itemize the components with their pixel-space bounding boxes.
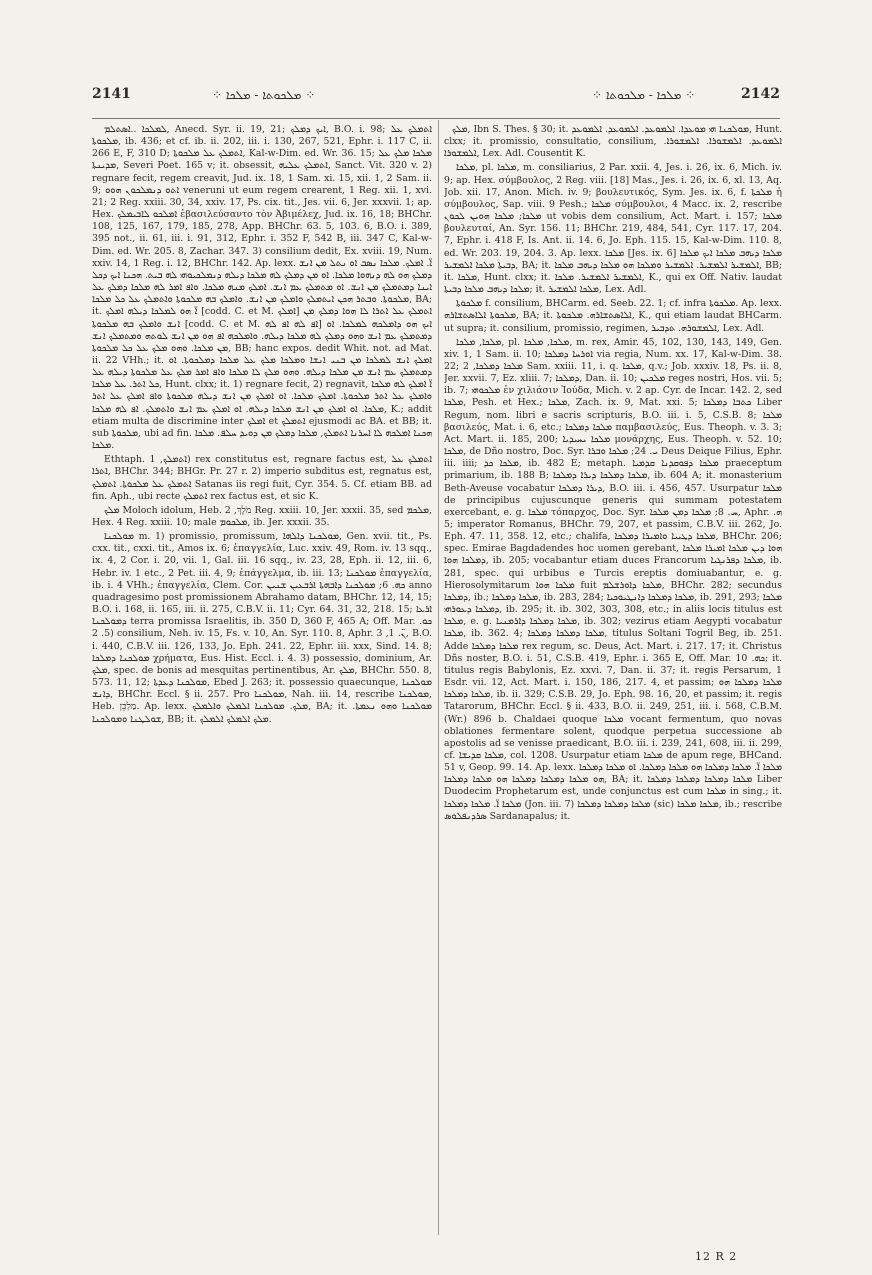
right-column [444,124,782,1234]
right-running-title: ⁘ ܡܠܟܐ - ܡܠܟܘܬܐ ⁘ [592,88,696,102]
entry-paragraph: ܡܘܠܟܢܐ m. 1) promissio, promissum, ܡܘܠܟܢܐ ܕܐܠܗܐ, Gen. xvii. tit., Ps. cxx. tit., cxxi. tit., Amos ix. 6; ἐπαγγελία, Luc. xxiv. 49, Rom. iv. 13 sqq., ix. 4, 2 Cor. i. 20, vii. 1, Gal. iii. 16 sqq., iv. 23, 28, Eph. ii. 12, iii. 6, Hebr. iv. 1 etc., 2 Pet. iii. 4, 9; ἐπάγγελμα, ib. iii. 13; ܡܘܠܟܢܐ ἐπαγγελία, ib. i. 4 VHh.; ἐπαγγελία, Clem. Cor. ܟܗ. 6; ܡܘܠܟܢܐ ܕܐܒܗܬܐ ܐܪܒܥܝܢ ܫܢܝܢ anno quadragesimo post promissionem Abrahamo datam, BHChr. 12, 14, 15; B.O. i. 168, ii. 165, iii. ii. 275, C.B.V. ii. 11; Cyr. 64. 31, 32, 218. 15; ܐܪܥܐ ܕܡܘܠܟܢܐ terra promissa Israelitis, ib. 350 D, 360 F, 465 A; Off. Mar. ܟܘ. 5. 2) consilium, Neh. iv. 15, Fs. v. 10, An. Syr. 110. 8, Aphr. ܢ̈. 1, 3, B.O. i. 440, C.B.V. iii. 126, 133, Jo. Eph. 241. 22, Ephr. iii. xxx, Sind. 14. 8; ܡܘܠܟܢܐ ܕܡܠܟܐ χρήματα, Eus. Hist. Eccl. i. 4. 3) possessio, dominium, Ar. ܡܠܟ, spec. de bonis ad mesquitas pertinentibus, Ar. ܡܠܟ, BHChr. 550. 8, 573. 11, 12; ܡܘܠܟܢܐ ܕܥܕܬܐ, Ebed J. 263; it. possessio quaecunque, ܡܘܠܟܢܐ ܕܐܢܫ, BHChr. Eccl. § ii. 257. Pro ܡܘܠܟܢܐ, Nah. iii. 14, rescribe ܡܘܠܟܢܐ, Heb. מַלְכֵּן. Ap. lexx. ܡܠܟ. ܡܘܠܟܢܐ ܐܠܡܠܟ ܘܐܠܡܠܟ, BA; it. ܡܘܠܟܢܐ ܘܗܘ ܢܥܡܬܐ. ܫܘܠܛܢܐ ܘܡܘܠܟܢܐ, BB; it. ܡܠܟ ܐܠܡܠܟ ܐܠܡܠܟ. [92,531,432,725]
entry-paragraph: ܡܠܟܐ, ܡܠܟܐ, pl. ܡܠܟܐ, ܡܠܟܐ, m. rex, Amir. 45, 102, 130, 143, 149, Gen. xiv. 1, 1 Sam. ii. 10; ܐܘܪܚܐ ܕܡܠܟܐ via regia, Num. xx. 17, Kal-w-Dim. 38. 22; ܡܠܟܐ ܕܡܠܟܐ, 2 Sam. xxiii. 11, i. q. ܡܠܟܐ, q.v.; Job. xxxiv. 18, Ps. ii. 8, Jer. xxvii. 7, Ez. xliii. 7; ܕܡܠܟܐ, Dan. ii. 10; ܡܠܟܝܢ reges nostri, Hos. vii. 5; ib. 7; ܡܠܟܘܗܝ ἐν χιλιάσιν Ἰούδα, Mich. v. 2 ap. Cyr. de Incar. 142. 2, sed ܡܠܟܐ, Pesh. et Hex.; ܡܠܟܐ, Zach. ix. 9, Mat. xxi. 5; ܟܬܒܐ ܕܡܠܟܐ Liber Regum, nom. libri e sacris scripturis, B.O. iii. i. 5, C.S.B. 8; ܡܠܟܐ βασιλεύς, Mat. i. 6, etc.; ܡܠܟܐ ܕܡܠܟܐ παμβασιλεύς, Eus. Theoph. v. 3. 3; Act. Mart. ii. 185, 200; ܡܠܟܐ ܝܚܝܕܝܐ μονάρχης, Eus. Theoph. v. 52. 10; ܡܠܟܐ, de Dño nostro, Doc. Syr. ܝ. 24; ܡܠܟܐ ܘܒܪܐ Deus Deique Filius, Ephr. iii. iiii; ܡܠܟܐ ܟܕ, ib. 482 E; metaph. ܡܠܟܐ ܕܦܘܩܕܢܐ ܩܕܡܝܐ praeceptum primarium, ib. 188 B; ܡܠܟܐ ܕܡܠܟܐ ܕܝܪܐ ܕܡܠܟܐ, ib. 604 A; it. monasterium Beth-Aveuse vocabatur ܕܝܪܐ ܕܡܠܟܐ, B.O. iii. i. 456, 457. Usurpatur ܡܠܟܐ de principibus cujuscunque generis qui summam potestatem exercebant, e. g. ܡܠܟܐ τόπαρχος, Doc. Syr. ܚ. 8; ܡܠܟܐ ܕܡܢ ܡܠܟܐ, Aphr. ܗ. 5; imperator Romanus, BHChr. 79, 207, et passim, C.B.V. iii. 262, Jo. Eph. 47. 11, 358. 12, etc.; chalifa, ܡܠܟܐ ܕܛܝܝܐ ܘܐܡܝܪܐ ܕܡܠܟܐ, BHChr. 206; spec. Emirae Bagdadendes hoc uomen gerebant, ܗܘܐ ܕܝܢ ܡܠܟܐ ܐܡܝܪܐ ܡܠܟܐ ܕܡܠܟܐ ܗܘܐ, ib. 205; vocabantur etiam duces Francorum ܡܠܟܐ ܕܦܪܢܓܝܐ, ib. 281, spec. qui urbibus e Turcis ereptis domiuabantur, e. g. Hierosolymitarum ܡܠܟܐ ܗܘܐ fuit ܡܠܟܐ ܕܐܘܪܫܠܡ, BHChr. 282; secundus ܕܡܠܟܐ, ib.; ܡܠܟܐ ܕܡܠܟܐ, ib. 283, 284; ܡܠܟܐ ܕܡܠܟܐ ܕܐܢܛܝܘܟܝܐ, ib. 291, 293; ܡܠܟܐ ܕܡܠܟܐ ܕܥܘܪܗܝ, ib. 295; it. ib. 302, 303, 308, etc.; in aliis locis titulus est ܡܠܟܐ, e. g. ܡܠܟܐ ܕܡܠܟܐ ܕܐܪܡܢܝܐ, ib. 302; vezirus etiam Aegypti vocabatur ܡܠܟܐ, ib. 362. 4; ܡܠܟܐ ܕܡܠܟܐ ܕܡܠܟܐ, titulus Soltani Togril Beg, ib. 251. Adde ܡܠܟܐ ܕܡܠܟܐ rex regum, sc. Deus, Act. Mart. i. 217. 17; it. Christus Dñs noster, B.O. i. 51, C.S.B. 419, Ephr. i. 365 E, Off. Mar. ܟܗ. 10; it. titulus regis Babylonis, Ez. xxvi. 7, Dan. ii. 37; it. regis Persarum, 1 Esdr. vii. 12, Act. Mart. i. 150, 186, 217. 4, et passim; ܡܠܟܐ ܕܡܠܟܐ ܗܘ ܡܠܟܐ ܕܡܠܟܐ, ib. ii. 329; C.S.B. 29, Jo. Eph. 98. 16, 20, et passim; it. regis Tatarorum, BHChr. Eccl. § ii. 433, B.O. ii. 249, 251, iii. i. 568, C.B.M. (Wr.) 896 b. Chaldaei quoque ܡܠܟܐ vocant fermentum, quo novas oblationes fermentare solent, quodque perpetua successione ab apostolis ad se venisse praedicant, B.O. iii. i. 239, 241, 608, iii. ii. 299, cf. ܡܠܟܐ ܩܕܝܫܐ, col. 1208. Usurpatur etiam ܡܠܟܐ de apum rege, BHCand. 51 v, Geop. 99. 14. Ap. lexx. ܡܠܟܐ ܐ̈. ܡܠܟܐ ܕܡܠܟܐ ܗܘ ܡܠܟܐ ܕܡܠܟܐ. ܐܘ ܡܠܟܐ ܕܡܠܟܐ ܗܘ ܡܠܟܐ ܕܡܠܟܐ ܕܡܠܟܐ ܗܘ ܡܠܟܐ ܕܡܠܟܐ, BA; it. ܡܠܟܐ ܕܡܠܟܐ ܕܡܠܟܐ ܕܡܠܟܐ Liber Duodecim Prophetarum est, unde conjunctus est cum ܡܠܟܐ in sing.; it. ܡܠܟܐ ܐ̈. ܡܠܟܐ ܕܡܠܟܐ (Jon. iii. 7) ܡܠܟܐ ܕܡܠܟܐ ܕܡܠܟܐ (sic) ܡܠܟܐ ܡܠܟܐ, ib.; rescribe ܣܪܕܢܦܠܘܣ Sardanapalus; it. [444,336,782,822]
left-column [92,124,432,1234]
entry-paragraph: ܡܠܟܘܬܐ f. consilium, BHCarm. ed. Seeb. 22. 1; cf. infra ܡܠܟܘܬܐ. Ap. lexx. ܡܠܟܘܬܐ ܐܠܐܣܬܫܐܪܗ, BA; it. ܐܠܐܣܬܫܐܪܗ. ܡܠܟܘܬܐ, K., qui etiam laudat BHCarm. ut supra; it. consilium, promissio, regimen, ܐܠܡܫܘܪܗ. ܬܕܒܝܪ, Lex. Adl. [444,298,782,334]
entry-paragraph: ܡܠܟ Moloch idolum, Heb. מֹלֶךְ, 2 Reg. xxiii. 10, Jer. xxxii. 35, sed ܡܠܟܡ, Hex. 4 Reg. xxiii. 10; male ܡܠܟܘܡ, ib. Jer. xxxii. 35. [92,504,432,528]
entry-paragraph: ܡܠܟܐ, pl. ܡܠܟܐ, m. consiliarius, 2 Par. xxii. 4, Jes. i. 26, ix. 6, Mich. iv. 9; ap. Hex. σύμβουλος, 2 Reg. viii. [18] Mas., Jes. i. 26, ix. 6, xl. 13, Aq. Job. xii. 17, Anon. Mich. iv. 9; βουλευτικός, Sym. Jes. ix. 6, f. ܡܠܟܬܐ ἡ σύμβουλος, Sap. viii. 9 Pesh.; ܡܠܟܐ σύμβουλοι, 4 Macc. ix. 2, rescribe ܡܠܟܐ; ܡܠܟܐ ܗܘܝܢ ܠܟܘܢ ut vobis dem consilium, Act. Mart. i. 157; ܡܠܟܐ βουλευταί, An. Syr. 156. 11; BHChr. 219, 484, 541, Cyr. 117. 17, 204. 7, Ephr. i. 418 F, Is. Ant. ii. 14. 6, Jo. Eph. 115. 15, Kal-w-Dim. 110. 8, ed. Wr. 203. 19, 204. 3. Ap. lexx. ܡܠܟܐ [Jes. ix. 6] ܡܠܟܐ ܕܝܗܒ ܡܠܟܐ ܐܝܟ ܡܠܟܐ ܕܒܝܬܐ ܡܠܟܐ ܐܠܡܫܝܪ, BA; it. ܐܠܡܫܝܪ ܐܠܡܫܝܪ. ܐܠܡܫܝܪ ܘܡܠܟܐ ܗܘ ܡܠܟܐ ܕܝܗܒ ܡܠܟܐ, BB; it. ܡܠܟܐ, Hunt. clxx; it. ܐܠܡܫܝܪ ܐܠܡܫܝܪ. ܡܠܟܐ, K., qui ex Off. Nativ. laudat ܡܠܟܐ ܕܝܗܒ ܡܠܟܐ ܕܒܝܬܐ; it. ܡܠܟܐ ܐܠܡܫܝܪ, Lex. Adl. [444,162,782,296]
page-header [92,86,780,110]
column-divider [438,120,439,1235]
signature-mark: 12 R 2 [695,1250,738,1263]
right-page-number: 2142 [741,86,780,102]
entry-paragraph: Ethtaph. ܐܬܡܠܟ, 1) rex constitutus est, regnare factus est, ܐܬܡܠܟ ܥܠ ܐܬܪܐ, BHChr. 344; BHGr. Pr. 27 r. 2) imperio subditus est, regnatus est, ܐܬܡܠܟ ܥܠ ܡܠܟܘܬܐ. ܐܬܡܠܟ Satanas iis regi fuit, Cyr. 354. 5. Cf. etiam BB. ad fin. Aph., ubi recte ܐܬܡܠܟ rex factus est, et sic K. [92,454,432,502]
entry-paragraph: ܠܡܠܟܐ ..ܐܣܬܠܡ, Anecd. Syr. ii. 19, 21; ܐܝܟ ܕܡܠܟ, B.O. i. 98; ܐܬܡܠܟ ܥܠ ܡܠܟܘܬܐ, ib. 436; et cf. ib. ii. 202, iii. i. 130, 267, 521, Ephr. i. 117 C, ii. 266 E, F, 310 D; ܐܬܡܠܟ ܥܠ ܡܠܟܘܬܐ, Kal-w-Dim. ed. Wr. 36. 15; ܡܠܟܐ ܡܠܟ ܥܠ ܡܕܝܢܬܐ, Severi Poet. 165 v; it. obsessit, ܐܬܡܠܟ ܥܠܝܗ, Sanct. Vit. 320 v. 2) regnare fecit, regem creavit, Jud. ix. 18, 1 Sam. xi. 15, xii. 1, 2 Sam. ii. 9; ܐܬܘ ܕܢܡܠܟܘܢ ܗܘܘ veneruni ut eum regem crearent, 1 Reg. xii. 1, xvi. 21; 2 Reg. xxiii. 30, 34, xxiv. 17, Ps. cix. tit., Jes. vii. 6, Jer. xxxvii. 1; ap. Hex. ܐܡܠܟܘ ܠܐܒܝܡܠܟ ἐβασιλεύσαντο τὸν Ἀβιμέλεχ, Jud. ix. 16, 18; BHChr. 108, 125, 167, 179, 185, 278, App. BHChr. 63. 5, 103. 6, B.O. i. 389, 395 not., ii. 61, iii. i. 91, 312, Ephr. i. 352 F, 542 B, iii. 347 C, Kal-w-Dim. ed. Wr. 205. 8, Zachar. 347. 3) consilium dedit, Ex. xviii. 19, Num. xxiv. 14, 1 Reg. i. 12, BHChr. 142. Ap. lexx. ܐ̈. ܐܡܠܟ. ܡܠܟܐ ܢܣܒ ܐܘ ܢܬܠ ܡܢ ܐܢܫ ܕܡܠܟ ܗܘ ܠܗ ܕܢܗܘܐ ܡܠܟܐ. ܐܘ ܡܢ ܕܡܠܟ ܠܗ ܡܠܟܐ ܕܝܠܗ ܕܢܡܠܟܝܘܗܝ ܠܗ ܒܝܬ. ܗܟܢܐ ܐܝܟ ܕܟܠ ܐܝܢܐ ܕܡܬܡܠܟ ܡܢ ܐܢܫ. ܐܘ ܡܬܡܠܟ ܥܡ ܐܢܫ. ܐܡܠܟ ܡܢܗ ܡܠܟܐ. ܘܐܦ ܐܡܪ ܠܗ ܡܠܟܐ ܕܡܠܟ ܥܠ ܡܠܟܘܬܐ. ܘܒܬܪ ܗܟܢ ܐܝܬܡܠܟ ܘܐܡܠܟ ܡܢ ܐܢܫ. ܘܐܡܠܟ ܒܗ ܡܠܟܘܬܐ ܘܐܬܡܠܟ ܥܠ ܟܠ ܡܠܟܐ, BA; it. ܐ̈ ܗܘ ܠܡܠܟܐ ܕܝܠܗ ܐܡܠܟ [codd. C. et M. ܐܡܠܟ] ܐܬܡܠܟ ܥܠ ܐܬܪܐ ܠܐ ܗܘܐ ܕܡܠܟ ܡܢ ܐܢܫ ܘܐܡܠܟ ܒܗ ܡܠܟܘܬܐ [codd. C. et M. ܐܦ ܠܗ ܐܦ ܠܗ] ܐܝܟ ܗܘ ܕܐܡܠܟܗ ܠܡܠܟܐ. ܐܘ ܕܡܬܡܠܟ ܥܡ ܐܢܫ ܘܗܘ ܕܡܠܟ ܠܗ ܡܠܟܐ ܕܝܠܗ. ܘܐܡܠܟܗ ܐܦ ܗܘ ܡܢ ܐܢܫ ܠܘܬܗ ܘܡܬܡܠܟ ܐܢܫ ܡܢ ܡܠܟܐ. ܘܗܘ ܡܠܟ ܥܠ ܟܠ ܡܠܟܘܬܐ, BB; hanc expos. dedit Whit. not. ad Mat. ii. 22 VHh.; it. ܐܡܠܟ ܐܢܫ ܠܡܠܟܐ ܡܢ ܒܢܝ ܐܢܫܐ ܘܡܠܟܐ ܡܠܟ ܥܠ ܡܠܟܐ ܕܡܠܟܘܬܐ. ܐܘ ܕܡܬܡܠܟ ܥܡ ܐܢܫ ܡܢ ܡܠܟܐ ܕܝܠܗ. ܘܗܘ ܡܠܟ ܠܐ ܡܠܟܐ ܘܐܦ ܐܡܪ ܡܠܟ ܥܠ ܡܠܟܘܬܐ ܕܝܠܗ ܥܠ ܟܠ ܐܬܪ. ܥܠ ܡܠܟܐ, Hunt. clxx; it. 1) regnare fecit, 2) regnavit, ܐ̈ ܐܡܠܟ ܠܗ ܡܠܟܐ ܘܐܡܠܟ ܥܠ ܐܬܪ ܡܠܟܘܬܐ. ܐܡܠܟ ܡܠܟܐ. ܐܘ ܐܡܠܟ ܡܢ ܐܢܫ ܕܝܠܗ ܡܠܟܘܬܐ ܘܐܦ ܐܡܠܟ ܥܠ ܐܬܪ ܡܠܟܐ. ܐܘ ܐܡܠܟ ܡܢ ܐܢܫ ܡܠܟܐ ܕܝܠܗ. ܐܘ ܐܡܠܟ ܥܡ ܐܢܫ ܘܐܬܡܠܟ. ܐܦ ܠܗ ܡܠܟܐ, K.; addit etiam multa de discrimine inter ܐܡܠܟ et ܐܬܡܠܟ ejusmodi ac BA. et BB; it. sub ܡܠܟܘܬܐ, ubi ad fin. ܗܟܢܐ ܐܡܠܟܗ ܠܐ ܐܚܪܢܐ ܐܬܡܠܟ, ܡܠܟܐ ܕܡܠܟ ܡܢ ܕܘܝܕ ܚܠܦ. ܡܠܟܐ ܡܠܟܐ. [92,124,432,452]
entry-paragraph: ܡܠܟ, Ibn S. Thes. § 30; it. ܡܘܠܟܢܐ ܗܝ ܡܘܥܕܐ. ܐܠܡܘܥܕ. ܐܠܡܘܥܕ. ܐܠܡܘܥܕ, Hunt. clxx; it. promissio, consultatio, consilium, ܐܠܡܘܥܕ. ܐܠܡܫܘܪܐ. ܐܠܡܫܘܪܐ. ܐܠܡܫܘܪܐ, Lex. Adl. Cousentit K. [444,124,782,160]
header-rule [92,118,780,119]
left-page-number: 2141 [92,86,131,102]
left-running-title: ⁘ ܡܠܟܘܬܐ - ܡܠܟܐ ⁘ [212,88,316,102]
